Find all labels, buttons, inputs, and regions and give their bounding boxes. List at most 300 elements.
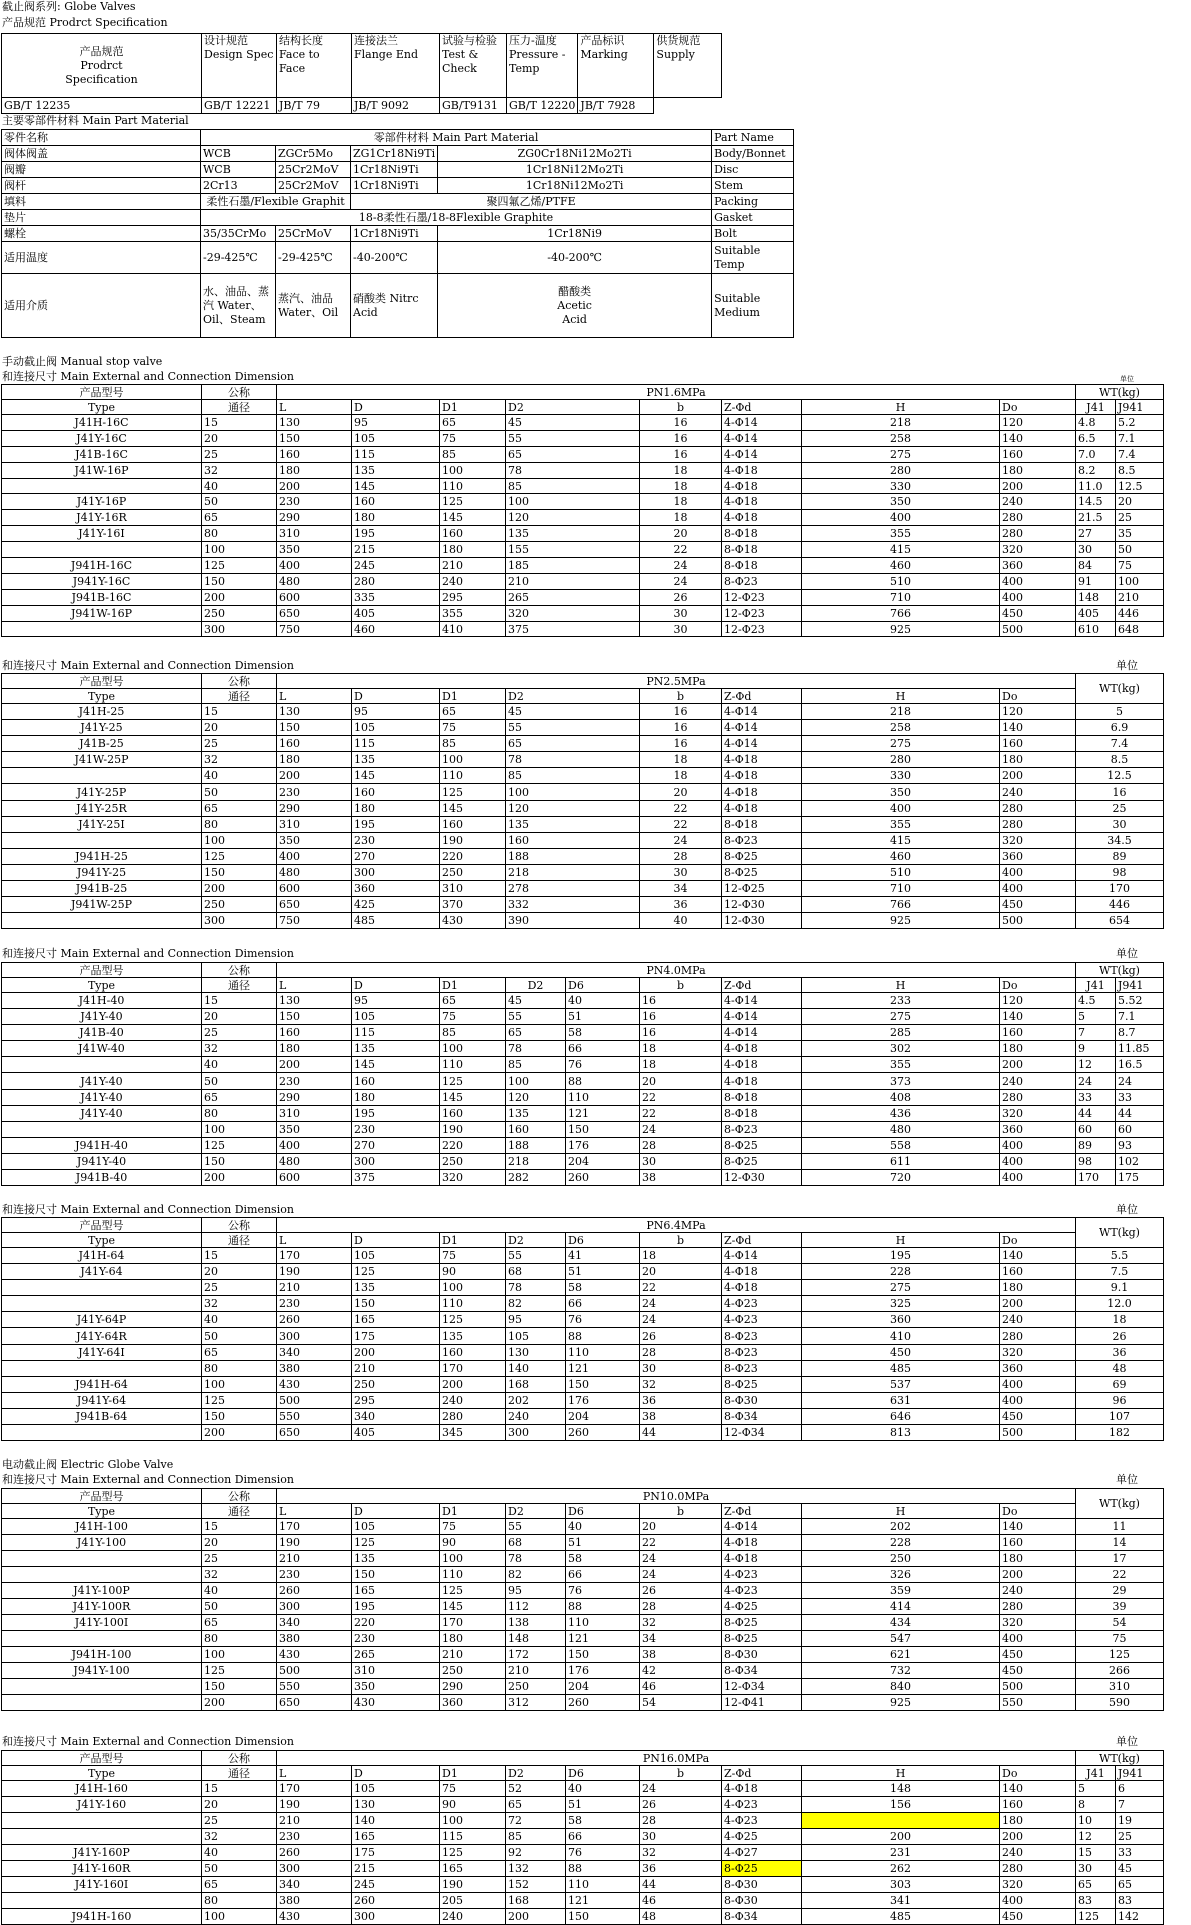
model-cell: J941H-64 bbox=[2, 1376, 202, 1392]
type-header-en: Type bbox=[2, 689, 202, 704]
dimension-cell: 410 bbox=[802, 1328, 1000, 1344]
dimension-cell: 8-Φ34 bbox=[722, 1909, 802, 1925]
dimension-cell: 4-Φ18 bbox=[722, 800, 802, 816]
material-cell: ZG0Cr18Ni12Mo2Ti bbox=[438, 146, 712, 162]
dn-header: 公称 bbox=[202, 1218, 277, 1233]
model-cell: J941B-40 bbox=[2, 1170, 202, 1186]
col-header-l: L bbox=[277, 400, 352, 415]
dn-cell: 40 bbox=[202, 1583, 277, 1599]
weight-j941-cell: 11.85 bbox=[1116, 1041, 1164, 1057]
unit-label: 单位 bbox=[1116, 1735, 1138, 1748]
dn-cell: 125 bbox=[202, 558, 277, 574]
dimension-cell: 218 bbox=[506, 1153, 566, 1169]
dimension-cell: 260 bbox=[277, 1312, 352, 1328]
model-cell: J41H-100 bbox=[2, 1519, 202, 1535]
dimension-cell: 105 bbox=[352, 1009, 440, 1025]
dimension-cell: 270 bbox=[352, 1137, 440, 1153]
dimension-cell: 195 bbox=[802, 1248, 1000, 1264]
dimension-cell: 125 bbox=[352, 1264, 440, 1280]
dimension-cell: 400 bbox=[1000, 1893, 1076, 1909]
dimension-cell: 38 bbox=[640, 1170, 722, 1186]
col-header-d: D bbox=[352, 400, 440, 415]
dimension-cell: 165 bbox=[440, 1861, 506, 1877]
material-cell: -29-425℃ bbox=[276, 242, 351, 274]
dimension-cell: 275 bbox=[802, 1280, 1000, 1296]
dimension-cell: 200 bbox=[802, 1829, 1000, 1845]
table-row bbox=[2, 784, 1164, 800]
dimension-cell: 65 bbox=[440, 704, 506, 720]
dimension-cell: 160 bbox=[440, 526, 506, 542]
electric-title: 电动截止阀 Electric Globe Valve bbox=[2, 1458, 174, 1471]
col-header-j41: J41 bbox=[1076, 978, 1116, 993]
dimension-cell: 450 bbox=[802, 1344, 1000, 1360]
weight-header: WT(kg) bbox=[1076, 385, 1164, 400]
dimension-cell: 290 bbox=[277, 510, 352, 526]
model-cell bbox=[2, 1695, 202, 1711]
model-cell: J941B-64 bbox=[2, 1408, 202, 1424]
dimension-cell: 4-Φ18 bbox=[722, 1073, 802, 1089]
dimension-cell: 430 bbox=[440, 913, 506, 929]
dimension-cell: 8-Φ23 bbox=[722, 1344, 802, 1360]
dimension-cell: 28 bbox=[640, 1599, 722, 1615]
dimension-cell: 100 bbox=[440, 1551, 506, 1567]
dimension-cell: 310 bbox=[277, 1105, 352, 1121]
spec-col-label: 连接法兰 Flange End bbox=[352, 34, 440, 98]
weight-j41-cell: 125 bbox=[1076, 1909, 1116, 1925]
weight-cell: 30 bbox=[1076, 816, 1164, 832]
dimension-cell: 200 bbox=[277, 1057, 352, 1073]
dimension-cell: 120 bbox=[1000, 704, 1076, 720]
dimension-cell: 230 bbox=[352, 1631, 440, 1647]
dimension-cell: 180 bbox=[1000, 462, 1076, 478]
dimension-cell: 138 bbox=[506, 1615, 566, 1631]
dimension-cell: 165 bbox=[352, 1829, 440, 1845]
dimension-cell: 51 bbox=[566, 1535, 640, 1551]
weight-cell: 310 bbox=[1076, 1679, 1164, 1695]
table-row bbox=[2, 848, 1164, 864]
dimension-cell: 115 bbox=[352, 446, 440, 462]
material-name: 螺栓 bbox=[2, 226, 201, 242]
dimension-cell: 121 bbox=[566, 1360, 640, 1376]
model-cell: J941Y-64 bbox=[2, 1392, 202, 1408]
weight-j941-cell: 210 bbox=[1116, 589, 1164, 605]
dimension-cell: 150 bbox=[566, 1647, 640, 1663]
weight-header: WT(kg) bbox=[1076, 1751, 1164, 1766]
weight-j941-cell: 65 bbox=[1116, 1877, 1164, 1893]
material-cell: 25Cr2MoV bbox=[276, 162, 351, 178]
pressure-header: PN10.0MPa bbox=[277, 1489, 1076, 1504]
dimension-cell: 813 bbox=[802, 1425, 1000, 1441]
material-name: 适用温度 bbox=[2, 242, 201, 274]
dn-cell: 20 bbox=[202, 430, 277, 446]
weight-j941-cell: 6 bbox=[1116, 1781, 1164, 1797]
dimension-cell: 36 bbox=[640, 1861, 722, 1877]
dimension-cell: 82 bbox=[506, 1296, 566, 1312]
weight-j41-cell: 12 bbox=[1076, 1829, 1116, 1845]
dimension-cell: 260 bbox=[277, 1845, 352, 1861]
dimension-cell: 300 bbox=[277, 1328, 352, 1344]
dimension-cell: 4-Φ14 bbox=[722, 1519, 802, 1535]
dn-header: 公称 bbox=[202, 1751, 277, 1766]
dimension-cell: 24 bbox=[640, 1312, 722, 1328]
dimension-cell: 140 bbox=[352, 1813, 440, 1829]
dimension-cell: 360 bbox=[1000, 848, 1076, 864]
table-row bbox=[2, 1009, 1164, 1025]
dimension-cell: 100 bbox=[440, 752, 506, 768]
col-header-zd: Z-Φd bbox=[722, 1766, 802, 1781]
dimension-cell: 480 bbox=[802, 1121, 1000, 1137]
dimension-cell: 350 bbox=[277, 542, 352, 558]
table-row bbox=[2, 446, 1164, 462]
dimension-cell: 4-Φ23 bbox=[722, 1797, 802, 1813]
dimension-cell: 185 bbox=[506, 558, 640, 574]
dimension-cell: 400 bbox=[277, 848, 352, 864]
weight-j941-cell: 5.52 bbox=[1116, 993, 1164, 1009]
dimension-cell: 105 bbox=[352, 1248, 440, 1264]
weight-j41-cell: 84 bbox=[1076, 558, 1116, 574]
material-title: 主要零部件材料 Main Part Material bbox=[2, 114, 189, 127]
dimension-cell: 400 bbox=[1000, 1376, 1076, 1392]
dn-cell: 15 bbox=[202, 704, 277, 720]
table-row bbox=[2, 1615, 1164, 1631]
dn-cell: 50 bbox=[202, 494, 277, 510]
material-cell: -40-200℃ bbox=[438, 242, 712, 274]
weight-j41-cell: 610 bbox=[1076, 621, 1116, 637]
spec-value: JB/T 79 bbox=[277, 98, 352, 114]
material-cell: 18-8柔性石墨/18-8Flexible Graphite bbox=[201, 210, 712, 226]
dn-header: 通径 bbox=[202, 400, 277, 415]
dimension-table bbox=[1, 1750, 1164, 1925]
dimension-cell: 218 bbox=[802, 415, 1000, 431]
weight-j41-cell: 5 bbox=[1076, 1009, 1116, 1025]
dimension-cell: 275 bbox=[802, 736, 1000, 752]
dimension-cell: 12-Φ30 bbox=[722, 913, 802, 929]
col-header-b: b bbox=[640, 400, 722, 415]
table-row bbox=[2, 478, 1164, 494]
weight-cell: 5.5 bbox=[1076, 1248, 1164, 1264]
dimension-cell: 280 bbox=[1000, 1328, 1076, 1344]
dn-cell: 40 bbox=[202, 478, 277, 494]
dimension-cell: 710 bbox=[802, 589, 1000, 605]
dimension-cell: 300 bbox=[352, 1153, 440, 1169]
weight-cell: 25 bbox=[1076, 800, 1164, 816]
dimension-cell: 275 bbox=[802, 446, 1000, 462]
dimension-cell: 240 bbox=[1000, 1845, 1076, 1861]
dimension-cell: 22 bbox=[640, 1089, 722, 1105]
dimension-cell: 16 bbox=[640, 415, 722, 431]
dimension-cell: 38 bbox=[640, 1647, 722, 1663]
dimension-cell: 156 bbox=[802, 1797, 1000, 1813]
dimension-cell: 4-Φ18 bbox=[722, 1535, 802, 1551]
table-row bbox=[2, 589, 1164, 605]
dimension-cell: 28 bbox=[640, 1813, 722, 1829]
weight-cell: 266 bbox=[1076, 1663, 1164, 1679]
dimension-cell: 145 bbox=[440, 1089, 506, 1105]
model-cell: J41Y-25P bbox=[2, 784, 202, 800]
dn-cell: 32 bbox=[202, 1567, 277, 1583]
dimension-cell: 95 bbox=[506, 1583, 566, 1599]
dimension-cell: 434 bbox=[802, 1615, 1000, 1631]
dn-header: 公称 bbox=[202, 1489, 277, 1504]
weight-j41-cell: 65 bbox=[1076, 1877, 1116, 1893]
col-header-j941: J941 bbox=[1116, 978, 1164, 993]
dn-cell: 15 bbox=[202, 993, 277, 1009]
dimension-cell: 145 bbox=[440, 1599, 506, 1615]
dimension-cell: 175 bbox=[352, 1845, 440, 1861]
dimension-cell: 204 bbox=[566, 1408, 640, 1424]
dimension-cell: 202 bbox=[506, 1392, 566, 1408]
dimension-cell: 88 bbox=[566, 1073, 640, 1089]
model-cell: J41Y-25R bbox=[2, 800, 202, 816]
model-cell: J41Y-40 bbox=[2, 1105, 202, 1121]
dimension-cell: 280 bbox=[1000, 1089, 1076, 1105]
dimension-cell: 350 bbox=[352, 1679, 440, 1695]
dimension-cell: 400 bbox=[802, 800, 1000, 816]
dimension-cell: 18 bbox=[640, 768, 722, 784]
dimension-cell: 190 bbox=[277, 1264, 352, 1280]
dimension-cell: 240 bbox=[1000, 494, 1076, 510]
dimension-cell: 190 bbox=[277, 1535, 352, 1551]
dimension-cell: 180 bbox=[1000, 1551, 1076, 1567]
weight-cell: 170 bbox=[1076, 881, 1164, 897]
dimension-cell: 28 bbox=[640, 848, 722, 864]
dimension-cell: 460 bbox=[802, 558, 1000, 574]
dimension-cell: 415 bbox=[802, 542, 1000, 558]
dn-cell: 15 bbox=[202, 1781, 277, 1797]
dimension-cell: 260 bbox=[566, 1170, 640, 1186]
weight-j41-cell: 98 bbox=[1076, 1153, 1116, 1169]
dimension-cell: 148 bbox=[802, 1781, 1000, 1797]
dimension-cell: 90 bbox=[440, 1797, 506, 1813]
dimension-cell: 95 bbox=[352, 704, 440, 720]
dn-header: 通径 bbox=[202, 1233, 277, 1248]
table-row bbox=[2, 462, 1164, 478]
dimension-cell: 65 bbox=[506, 1797, 566, 1813]
dimension-cell: 240 bbox=[1000, 784, 1076, 800]
model-cell: J41Y-16C bbox=[2, 430, 202, 446]
dimension-cell: 280 bbox=[802, 752, 1000, 768]
dn-cell: 25 bbox=[202, 736, 277, 752]
dimension-cell: 325 bbox=[802, 1296, 1000, 1312]
dimension-cell: 20 bbox=[640, 1073, 722, 1089]
dimension-cell: 195 bbox=[352, 526, 440, 542]
dimension-cell: 135 bbox=[352, 752, 440, 768]
material-name: 阀瓣 bbox=[2, 162, 201, 178]
dimension-cell: 380 bbox=[277, 1631, 352, 1647]
col-header-b: b bbox=[640, 1233, 722, 1248]
material-name: 适用介质 bbox=[2, 274, 201, 338]
type-header: 产品型号 bbox=[2, 1218, 202, 1233]
col-header-d1: D1 bbox=[440, 689, 506, 704]
col-header-d6: D6 bbox=[566, 1233, 640, 1248]
table-row bbox=[2, 1631, 1164, 1647]
model-cell: J41B-40 bbox=[2, 1025, 202, 1041]
dimension-cell: 8-Φ30 bbox=[722, 1893, 802, 1909]
dimension-cell: 110 bbox=[440, 768, 506, 784]
dimension-cell: 295 bbox=[440, 589, 506, 605]
dimension-cell: 26 bbox=[640, 1583, 722, 1599]
dimension-cell: 310 bbox=[277, 816, 352, 832]
weight-j41-cell: 7 bbox=[1076, 1025, 1116, 1041]
dimension-cell: 320 bbox=[1000, 1615, 1076, 1631]
weight-header: WT(kg) bbox=[1076, 963, 1164, 978]
dimension-cell: 600 bbox=[277, 881, 352, 897]
dimension-cell: 360 bbox=[1000, 1121, 1076, 1137]
dimension-cell: 180 bbox=[277, 752, 352, 768]
dimension-cell: 44 bbox=[640, 1425, 722, 1441]
dimension-cell: 18 bbox=[640, 1248, 722, 1264]
dimension-cell: 112 bbox=[506, 1599, 566, 1615]
col-header-d6: D6 bbox=[566, 1504, 640, 1519]
dimension-cell: 18 bbox=[640, 478, 722, 494]
model-cell bbox=[2, 1893, 202, 1909]
dimension-cell: 8-Φ25 bbox=[722, 1137, 802, 1153]
dimension-cell: 130 bbox=[277, 704, 352, 720]
dimension-cell: 218 bbox=[802, 704, 1000, 720]
col-header-do: Do bbox=[1000, 400, 1076, 415]
dimension-cell: 20 bbox=[640, 526, 722, 542]
dimension-cell: 152 bbox=[506, 1877, 566, 1893]
table-row bbox=[2, 800, 1164, 816]
dimension-cell: 840 bbox=[802, 1679, 1000, 1695]
dimension-cell: 220 bbox=[440, 848, 506, 864]
dimension-cell: 4-Φ14 bbox=[722, 736, 802, 752]
dn-cell: 25 bbox=[202, 1280, 277, 1296]
material-cell: ZG1Cr18Ni9Ti bbox=[351, 146, 438, 162]
table-row bbox=[2, 1567, 1164, 1583]
dimension-cell: 400 bbox=[1000, 573, 1076, 589]
dimension-cell: 100 bbox=[440, 1280, 506, 1296]
table-row bbox=[2, 1121, 1164, 1137]
weight-j941-cell: 7 bbox=[1116, 1797, 1164, 1813]
model-cell bbox=[2, 478, 202, 494]
dn-cell: 25 bbox=[202, 1551, 277, 1567]
dimension-cell: 120 bbox=[506, 1089, 566, 1105]
material-en: Suitable Temp bbox=[712, 242, 794, 274]
dimension-cell: 55 bbox=[506, 430, 640, 446]
dimension-cell: 537 bbox=[802, 1376, 1000, 1392]
material-cell: WCB bbox=[201, 162, 276, 178]
dimension-cell: 12-Φ23 bbox=[722, 621, 802, 637]
dimension-cell: 4-Φ27 bbox=[722, 1845, 802, 1861]
dimension-cell: 8-Φ18 bbox=[722, 1105, 802, 1121]
dimension-cell: 4-Φ23 bbox=[722, 1312, 802, 1328]
dimension-cell: 202 bbox=[802, 1519, 1000, 1535]
dimension-cell: 355 bbox=[802, 816, 1000, 832]
spec-col-label: 供货规范 Supply bbox=[654, 34, 722, 98]
dimension-cell: 230 bbox=[277, 1073, 352, 1089]
dn-cell: 32 bbox=[202, 1041, 277, 1057]
model-cell: J41H-40 bbox=[2, 993, 202, 1009]
dimension-cell: 320 bbox=[440, 1170, 506, 1186]
spec-col-label: 试验与检验 Test & Check bbox=[440, 34, 507, 98]
dimension-cell: 24 bbox=[640, 1567, 722, 1583]
weight-j941-cell: 60 bbox=[1116, 1121, 1164, 1137]
dimension-cell: 4-Φ14 bbox=[722, 446, 802, 462]
material-cell: 25CrMoV bbox=[276, 226, 351, 242]
dimension-cell: 410 bbox=[440, 621, 506, 637]
weight-cell: 34.5 bbox=[1076, 832, 1164, 848]
dimension-cell: 925 bbox=[802, 913, 1000, 929]
weight-cell: 48 bbox=[1076, 1360, 1164, 1376]
dimension-cell: 145 bbox=[352, 768, 440, 784]
dn-cell: 300 bbox=[202, 913, 277, 929]
table-row bbox=[2, 832, 1164, 848]
unit-label: 单位 bbox=[1120, 375, 1134, 383]
dn-cell: 65 bbox=[202, 1615, 277, 1631]
weight-j41-cell: 15 bbox=[1076, 1845, 1116, 1861]
dimension-cell: 450 bbox=[1000, 605, 1076, 621]
dn-cell: 32 bbox=[202, 752, 277, 768]
model-cell: J41Y-64I bbox=[2, 1344, 202, 1360]
dn-cell: 32 bbox=[202, 1829, 277, 1845]
model-cell: J941H-40 bbox=[2, 1137, 202, 1153]
dimension-cell: 140 bbox=[1000, 1519, 1076, 1535]
dimension-cell: 12-Φ23 bbox=[722, 605, 802, 621]
dimension-cell: 125 bbox=[440, 784, 506, 800]
dimension-cell: 140 bbox=[1000, 1248, 1076, 1264]
dimension-cell: 176 bbox=[566, 1663, 640, 1679]
dimension-cell: 250 bbox=[352, 1376, 440, 1392]
dimension-cell: 320 bbox=[506, 605, 640, 621]
col-header-zd: Z-Φd bbox=[722, 978, 802, 993]
table-row bbox=[2, 542, 1164, 558]
dimension-cell: 350 bbox=[802, 494, 1000, 510]
table-row bbox=[2, 430, 1164, 446]
dimension-cell: 46 bbox=[640, 1679, 722, 1695]
dimension-cell: 76 bbox=[566, 1312, 640, 1328]
weight-cell: 18 bbox=[1076, 1312, 1164, 1328]
dimension-cell: 16 bbox=[640, 446, 722, 462]
dimension-cell: 120 bbox=[506, 800, 640, 816]
col-header-h: H bbox=[802, 1233, 1000, 1248]
table-row bbox=[2, 415, 1164, 431]
dn-cell: 250 bbox=[202, 605, 277, 621]
dimension-table bbox=[1, 1217, 1164, 1441]
dimension-cell: 280 bbox=[352, 573, 440, 589]
material-cell: -40-200℃ bbox=[351, 242, 438, 274]
dimension-cell: 650 bbox=[277, 897, 352, 913]
weight-cell: 11 bbox=[1076, 1519, 1164, 1535]
dimension-cell: 450 bbox=[1000, 1663, 1076, 1679]
table-row bbox=[2, 736, 1164, 752]
dimension-cell: 130 bbox=[277, 993, 352, 1009]
dimension-cell: 110 bbox=[440, 478, 506, 494]
dn-cell: 150 bbox=[202, 1153, 277, 1169]
dimension-cell: 22 bbox=[640, 542, 722, 558]
dn-header: 通径 bbox=[202, 1766, 277, 1781]
dimension-cell: 125 bbox=[440, 1312, 506, 1328]
col-header-d2: D2 bbox=[506, 1233, 566, 1248]
weight-j941-cell: 93 bbox=[1116, 1137, 1164, 1153]
dimension-cell: 135 bbox=[506, 816, 640, 832]
table-row bbox=[2, 1893, 1164, 1909]
model-cell: J41Y-64 bbox=[2, 1264, 202, 1280]
dimension-cell: 8-Φ25 bbox=[722, 1615, 802, 1631]
dimension-cell: 16 bbox=[640, 430, 722, 446]
weight-cell: 446 bbox=[1076, 897, 1164, 913]
table-row bbox=[2, 1519, 1164, 1535]
dimension-cell: 280 bbox=[440, 1408, 506, 1424]
weight-j941-cell: 45 bbox=[1116, 1861, 1164, 1877]
weight-j941-cell: 25 bbox=[1116, 1829, 1164, 1845]
weight-j941-cell: 8.5 bbox=[1116, 462, 1164, 478]
table-row bbox=[2, 1105, 1164, 1121]
pressure-header: PN1.6MPa bbox=[277, 385, 1076, 400]
dn-cell: 65 bbox=[202, 510, 277, 526]
dimension-cell: 302 bbox=[802, 1041, 1000, 1057]
dimension-cell: 275 bbox=[802, 1009, 1000, 1025]
